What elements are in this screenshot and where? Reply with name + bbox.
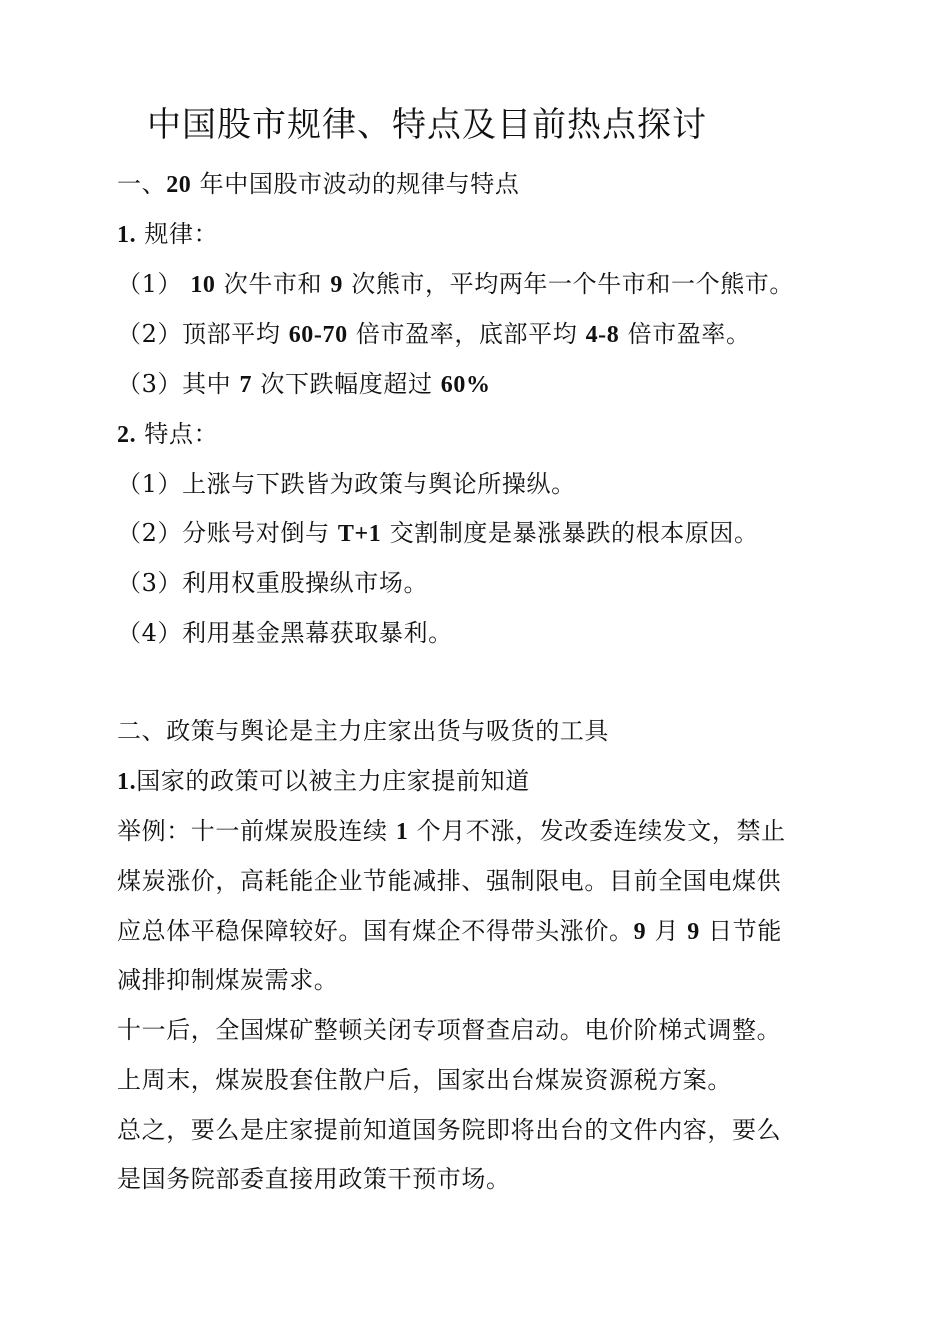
number-run: 7 bbox=[239, 372, 253, 398]
number-run: T+1 bbox=[337, 521, 382, 547]
text-run: 举例：十一前煤炭股连续 bbox=[117, 817, 396, 845]
feature-item-2 bbox=[117, 516, 759, 551]
text-run: 交割制度是暴涨暴跌的根本原因。 bbox=[381, 519, 759, 547]
text-run: 月 bbox=[646, 917, 688, 945]
paragraph-line bbox=[117, 814, 786, 849]
text-run: 倍市盈率。 bbox=[619, 320, 751, 348]
text-run: 日节能 bbox=[699, 917, 782, 945]
number-run: 9 bbox=[687, 919, 700, 945]
text-run: （1） bbox=[117, 270, 191, 298]
rule-item-2 bbox=[117, 317, 751, 352]
number-run: 10 bbox=[190, 272, 216, 298]
text-run: 次下跌幅度超过 bbox=[252, 370, 441, 398]
text-run: （2）分账号对倒与 bbox=[117, 519, 338, 547]
features-label: 特点： bbox=[136, 420, 219, 448]
rule-item-1 bbox=[117, 267, 794, 302]
feature-item-1: （1）上涨与下跌皆为政策与舆论所操纵。 bbox=[117, 470, 576, 498]
text-run: 应总体平稳保障较好。国有煤企不得带头涨价。 bbox=[117, 917, 634, 945]
rules-heading bbox=[117, 217, 218, 252]
paragraph-line: 是国务院部委直接用政策干预市场。 bbox=[117, 1165, 511, 1193]
subsection-2-1-heading bbox=[117, 764, 530, 799]
number-run: 60-70 bbox=[288, 322, 348, 348]
paragraph-line bbox=[117, 914, 782, 949]
paragraph-line: 总之，要么是庄家提前知道国务院即将出台的文件内容，要么 bbox=[117, 1116, 782, 1144]
number-run: 4-8 bbox=[585, 322, 620, 348]
paragraph-line: 十一后，全国煤矿整顿关闭专项督查启动。电价阶梯式调整。 bbox=[117, 1016, 782, 1044]
subsection-number: 1. bbox=[117, 769, 137, 795]
text-run: 个月不涨，发改委连续发文，禁止 bbox=[408, 817, 786, 845]
text-run: （3）其中 bbox=[117, 370, 240, 398]
text-run: 次牛市和 bbox=[215, 270, 331, 298]
paragraph-line: 上周末，煤炭股套住散户后，国家出台煤炭资源税方案。 bbox=[117, 1066, 732, 1094]
feature-item-4: （4）利用基金黑幕获取暴利。 bbox=[117, 619, 453, 647]
number-run: 60% bbox=[440, 372, 491, 398]
section-1-heading bbox=[117, 167, 519, 202]
section-2-heading: 二、政策与舆论是主力庄家出货与吸货的工具 bbox=[117, 717, 609, 745]
rule-item-3 bbox=[117, 367, 491, 402]
number-run: 9 bbox=[633, 919, 647, 945]
text-run: （2）顶部平均 bbox=[117, 320, 289, 348]
paragraph-line: 煤炭涨价，高耗能企业节能减排、强制限电。目前全国电煤供 bbox=[117, 867, 782, 895]
features-heading bbox=[117, 417, 218, 452]
heading-text: 年中国股市波动的规律与特点 bbox=[191, 170, 520, 198]
heading-number: 20 bbox=[166, 172, 192, 198]
number-run: 9 bbox=[330, 272, 343, 298]
rules-number: 1. bbox=[117, 222, 137, 248]
text-run: 次熊市，平均两年一个牛市和一个熊市。 bbox=[342, 270, 795, 298]
text-run: 倍市盈率，底部平均 bbox=[347, 320, 586, 348]
document-title: 中国股市规律、特点及目前热点探讨 bbox=[147, 105, 707, 145]
subsection-label: 国家的政策可以被主力庄家提前知道 bbox=[136, 767, 530, 795]
features-number: 2. bbox=[117, 422, 137, 448]
rules-label: 规律： bbox=[136, 220, 219, 248]
feature-item-3: （3）利用权重股操纵市场。 bbox=[117, 569, 429, 597]
number-run: 1 bbox=[395, 819, 409, 845]
paragraph-line: 减排抑制煤炭需求。 bbox=[117, 966, 339, 994]
heading-prefix: 一、 bbox=[117, 170, 167, 198]
